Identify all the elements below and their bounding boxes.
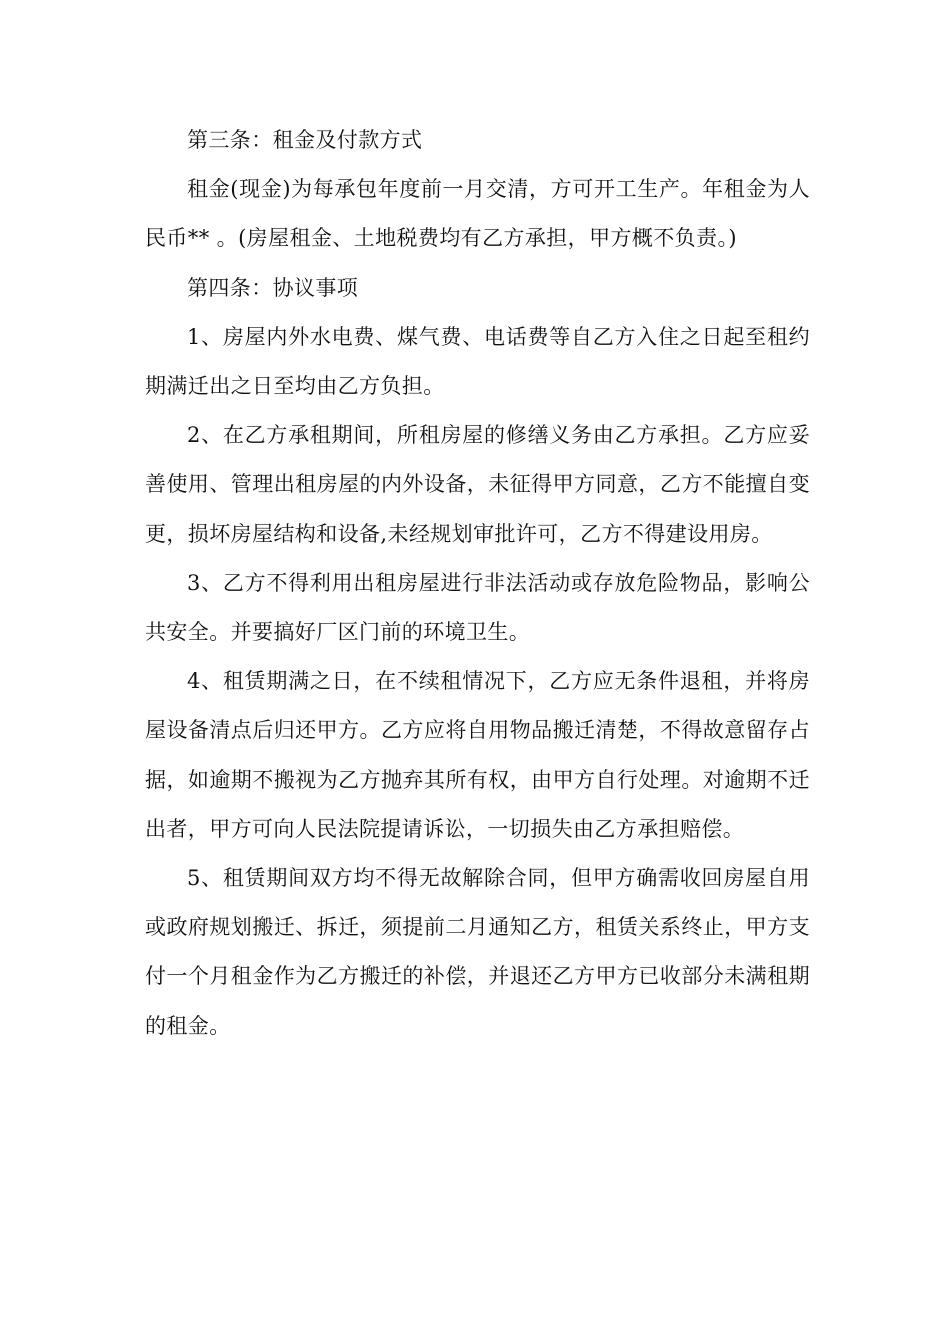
- article-4-heading: 第四条：协议事项: [187, 275, 359, 300]
- clause-5-paragraph: 5、租赁期间双方均不得无故解除合同，但甲方确需收回房屋自用或政府规划搬迁、拆迁，须提前二月通知乙方，租赁关系终止，甲方支付一个月租金作为乙方搬迁的补偿，并退还乙方甲方已收部分未满租期的租金。: [145, 866, 810, 1038]
- clause-4-paragraph: 4、租赁期满之日，在不续租情况下，乙方应无条件退租，并将房屋设备清点后归还甲方。乙方应将自用物品搬迁清楚，不得故意留存占据，如逾期不搬视为乙方抛弃其所有权，由甲方自行处理。对逾期不迁出者，甲方可向人民法院提请诉讼，一切损失由乙方承担赔偿。: [145, 669, 810, 841]
- clause-2-paragraph: 2、在乙方承租期间，所租房屋的修缮义务由乙方承担。乙方应妥善使用、管理出租房屋的内外设备，未征得甲方同意，乙方不能擅自变更，损坏房屋结构和设备,未经规划审批许可，乙方不得建设用房。: [145, 423, 810, 546]
- article-3-rent-paragraph: 租金(现金)为每承包年度前一月交清，方可开工生产。年租金为人民币** 。(房屋租金、土地税费均有乙方承担，甲方概不负责。): [145, 177, 810, 251]
- article-3-heading: 第三条：租金及付款方式: [187, 128, 423, 152]
- clause-1-paragraph: 1、房屋内外水电费、煤气费、电话费等自乙方入住之日起至租约期满迁出之日至均由乙方负担。: [145, 324, 810, 399]
- document-body: [145, 116, 810, 1051]
- clause-3-paragraph: 3、乙方不得利用出租房屋进行非法活动或存放危险物品，影响公共安全。并要搞好厂区门前的环境卫生。: [145, 570, 810, 645]
